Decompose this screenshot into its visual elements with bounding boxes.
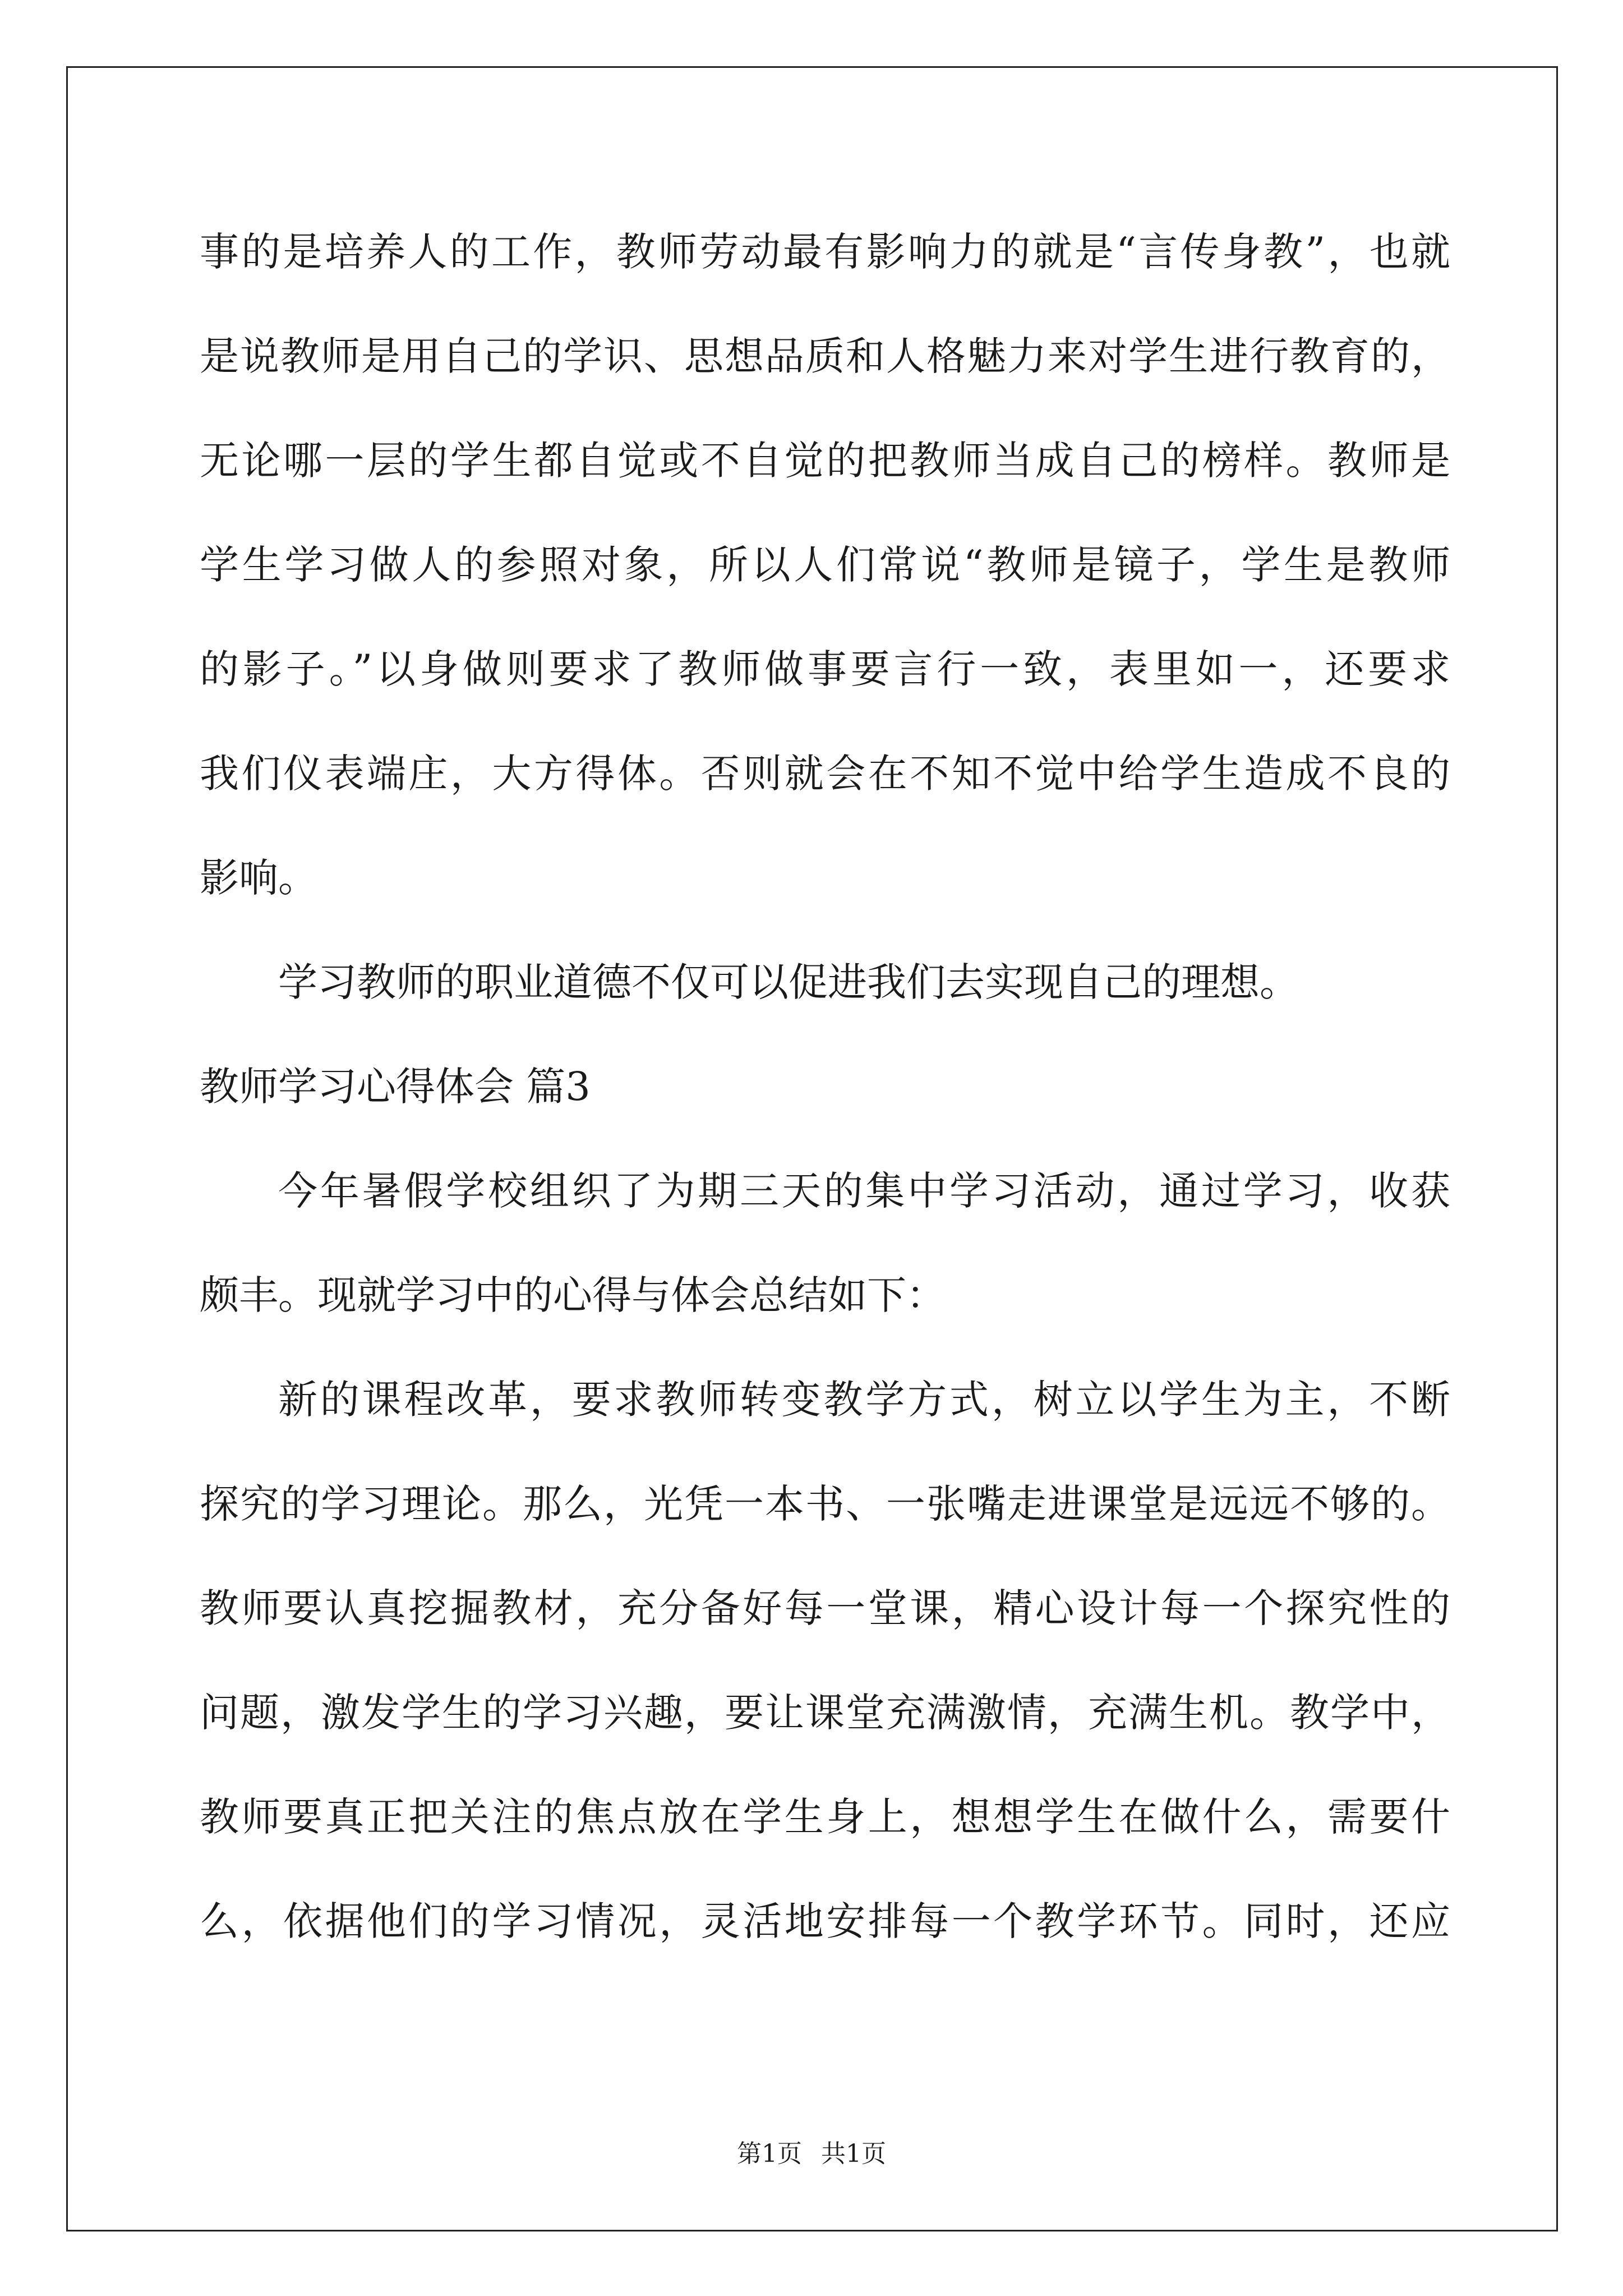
paragraph-line: 影响。 [200, 855, 317, 901]
page-number-current: 第1页 [737, 2139, 802, 2168]
page-footer [0, 2137, 1623, 2171]
paragraph-line: 颇丰。现就学习中的心得与体会总结如下： [200, 1272, 946, 1318]
paragraph-line: 我们仪表端庄，大方得体。否则就会在不知不觉中给学生造成不良的 [200, 751, 1450, 797]
paragraph-line: 探究的学习理论。那么，光凭一本书、一张嘴走进课堂是远远不够的。 [200, 1481, 1450, 1527]
paragraph-line: 么，依据他们的学习情况，灵活地安排每一个教学环节。同时，还应 [200, 1898, 1450, 1944]
paragraph-line: 是说教师是用自己的学识、思想品质和人格魅力来对学生进行教育的， [200, 333, 1450, 379]
paragraph-line: 教师要真正把关注的焦点放在学生身上，想想学生在做什么，需要什 [200, 1794, 1450, 1840]
document-body [200, 200, 1450, 1973]
paragraph-line: 问题，激发学生的学习兴趣，要让课堂充满激情，充满生机。教学中， [200, 1690, 1450, 1736]
paragraph-line: 新的课程改革，要求教师转变教学方式，树立以学生为主，不断 [278, 1377, 1450, 1423]
page-number-total: 共1页 [821, 2139, 886, 2168]
paragraph-line: 今年暑假学校组织了为期三天的集中学习活动，通过学习，收获 [278, 1168, 1450, 1214]
paragraph-line: 无论哪一层的学生都自觉或不自觉的把教师当成自己的榜样。教师是 [200, 438, 1450, 484]
section-heading: 教师学习心得体会 篇3 [200, 1064, 591, 1110]
paragraph-line: 学生学习做人的参照对象，所以人们常说“教师是镜子，学生是教师 [200, 542, 1450, 588]
paragraph-line: 学习教师的职业道德不仅可以促进我们去实现自己的理想。 [278, 959, 1299, 1005]
paragraph-line: 教师要认真挖掘教材，充分备好每一堂课，精心设计每一个探究性的 [200, 1585, 1450, 1631]
paragraph-line: 事的是培养人的工作，教师劳动最有影响力的就是“言传身教”，也就 [200, 229, 1450, 275]
paragraph-line: 的影子。”以身做则要求了教师做事要言行一致，表里如一，还要求 [200, 646, 1450, 692]
